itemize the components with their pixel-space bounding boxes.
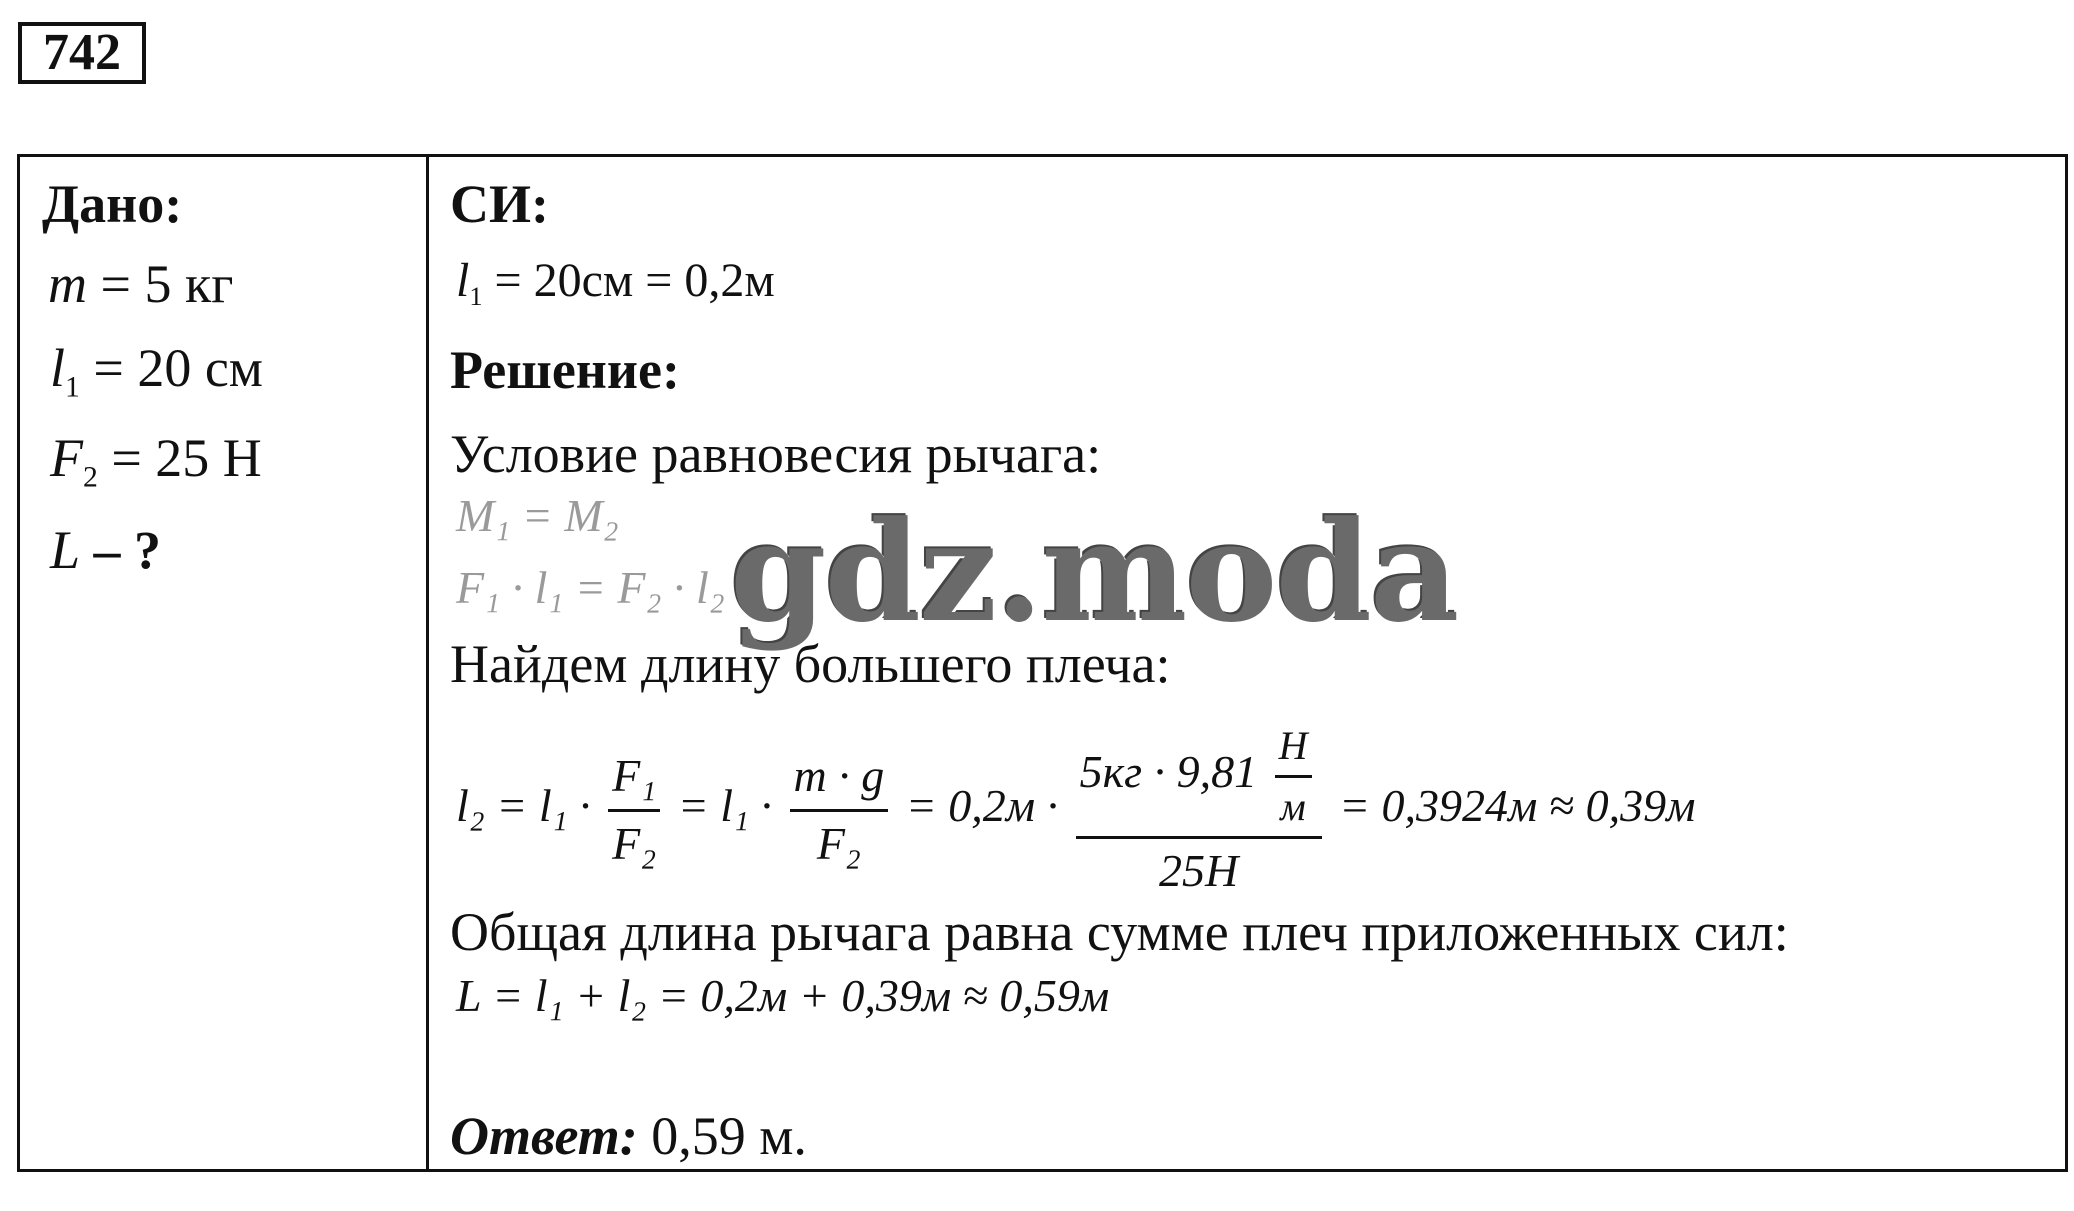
si-value: = 20см = 0,2м (482, 254, 775, 307)
fraction-numeric (1076, 723, 1322, 898)
formula-mid1: = l₁ · (677, 780, 773, 832)
answer-line (450, 1106, 807, 1166)
force-value: = 25 Н (97, 428, 262, 488)
si-subscript: 1 (469, 281, 483, 312)
formula-lhs: l₂ = l₁ · (456, 780, 591, 832)
fraction-weight-numerator: m · g (790, 750, 889, 812)
formula-result: = 0,3924м ≈ 0,39м (1339, 780, 1696, 832)
numerator-value: 5кг · 9,81 (1079, 746, 1258, 798)
fraction-force-ratio-numerator: F₁ (608, 750, 660, 812)
force-subscript: 2 (83, 461, 98, 494)
column-divider (426, 157, 429, 1169)
arm-formula (456, 723, 1696, 898)
total-length-text: Общая длина рычага равна сумме плеч приложенных сил: (450, 902, 1789, 962)
formula-mid2: = 0,2м · (905, 780, 1059, 832)
task-number: 742 (18, 22, 146, 84)
force-symbol: F (50, 428, 83, 488)
find-arm-text: Найдем длину большего плеча: (450, 634, 1171, 694)
arm-value: = 20 см (79, 338, 263, 398)
moment-equation: M₁ = M₂ (456, 490, 619, 541)
given-unknown (50, 520, 162, 580)
mass-value: = 5 кг (87, 254, 234, 314)
equilibrium-text: Условие равновесия рычага: (450, 424, 1102, 484)
answer-value: 0,59 м. (637, 1106, 807, 1166)
si-conversion (456, 254, 775, 312)
fraction-force-ratio-denominator: F₂ (612, 817, 657, 869)
si-header: СИ: (450, 174, 549, 234)
given-header: Дано: (42, 174, 183, 234)
given-mass (48, 254, 234, 314)
fraction-force-ratio (608, 750, 660, 871)
answer-label: Ответ: (450, 1106, 638, 1166)
given-arm-length (50, 338, 263, 404)
unit-fraction (1275, 723, 1312, 830)
unit-fraction-numerator: Н (1275, 723, 1312, 778)
solution-header: Решение: (450, 340, 680, 400)
arm-subscript: 1 (65, 371, 80, 404)
solution-table (17, 154, 2068, 1172)
fraction-numeric-denominator: 25Н (1158, 845, 1239, 896)
given-force (50, 428, 262, 494)
mass-symbol: m (48, 254, 87, 314)
fraction-numeric-numerator (1076, 723, 1322, 839)
unknown-question: – ? (80, 520, 162, 580)
fraction-weight-denominator: F₂ (816, 817, 861, 869)
force-arm-equation: F₁ · l₁ = F₂ · l₂ (456, 562, 725, 613)
watermark-logo: gdz.moda (730, 490, 1458, 653)
unit-fraction-denominator: м (1280, 784, 1306, 829)
si-symbol: l (456, 254, 470, 307)
unknown-symbol: L (50, 520, 81, 580)
fraction-weight-ratio (790, 750, 889, 871)
total-length-equation: L = l₁ + l₂ = 0,2м + 0,39м ≈ 0,59м (456, 970, 1110, 1021)
arm-symbol: l (50, 338, 66, 398)
